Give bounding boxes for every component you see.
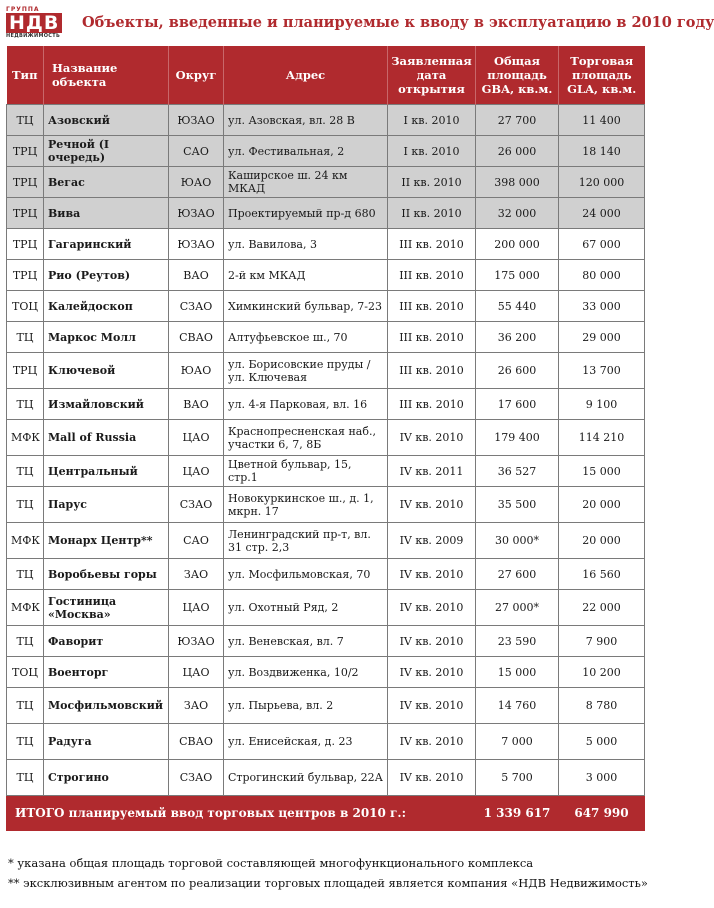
row-address: ул. Веневская, вл. 7 xyxy=(224,626,388,657)
row-address: Ленинградский пр-т, вл. 31 стр. 2,3 xyxy=(224,523,388,559)
row-gla: 18 140 xyxy=(559,136,645,167)
total-gla: 647 990 xyxy=(559,796,645,831)
row-gla: 20 000 xyxy=(559,523,645,559)
table-body xyxy=(7,105,645,796)
row-gla: 15 000 xyxy=(559,456,645,487)
row-gla: 16 560 xyxy=(559,559,645,590)
row-district: СВАО xyxy=(169,322,224,353)
row-type: МФК xyxy=(7,523,44,559)
row-date: III кв. 2010 xyxy=(388,389,476,420)
row-type: ТОЦ xyxy=(7,291,44,322)
row-address: Новокуркинское ш., д. 1, мкрн. 17 xyxy=(224,487,388,523)
row-gba: 5 700 xyxy=(476,760,559,796)
row-type: ТЦ xyxy=(7,456,44,487)
row-name: Парус xyxy=(44,487,169,523)
table-row xyxy=(7,456,645,487)
row-date: IV кв. 2011 xyxy=(388,456,476,487)
row-name: Mall of Russia xyxy=(44,420,169,456)
row-address: Цветной бульвар, 15, стр.1 xyxy=(224,456,388,487)
row-date: IV кв. 2010 xyxy=(388,724,476,760)
row-name: Азовский xyxy=(44,105,169,136)
table-row xyxy=(7,198,645,229)
row-date: IV кв. 2010 xyxy=(388,590,476,626)
row-gba: 15 000 xyxy=(476,657,559,688)
row-address: Каширское ш. 24 км МКАД xyxy=(224,167,388,198)
row-name: Центральный xyxy=(44,456,169,487)
row-district: СВАО xyxy=(169,724,224,760)
table-row xyxy=(7,167,645,198)
row-address: ул. Вавилова, 3 xyxy=(224,229,388,260)
row-address: ул. Мосфильмовская, 70 xyxy=(224,559,388,590)
row-name: Вива xyxy=(44,198,169,229)
row-type: ТРЦ xyxy=(7,167,44,198)
table-row xyxy=(7,353,645,389)
row-gba: 7 000 xyxy=(476,724,559,760)
row-address: 2-й км МКАД xyxy=(224,260,388,291)
row-name: Рио (Реутов) xyxy=(44,260,169,291)
table-row xyxy=(7,487,645,523)
row-address: Алтуфьевское ш., 70 xyxy=(224,322,388,353)
row-district: СЗАО xyxy=(169,760,224,796)
row-gba: 398 000 xyxy=(476,167,559,198)
row-name: Гостиница «Москва» xyxy=(44,590,169,626)
table-row xyxy=(7,590,645,626)
row-name: Ключевой xyxy=(44,353,169,389)
row-type: ТЦ xyxy=(7,559,44,590)
row-name: Строгино xyxy=(44,760,169,796)
row-district: ЦАО xyxy=(169,590,224,626)
row-district: ВАО xyxy=(169,260,224,291)
total-label: ИТОГО планируемый ввод торговых центров в 2010 г.: xyxy=(7,796,476,831)
row-name: Калейдоскоп xyxy=(44,291,169,322)
row-address: ул. Енисейская, д. 23 xyxy=(224,724,388,760)
row-date: IV кв. 2009 xyxy=(388,523,476,559)
row-type: ТРЦ xyxy=(7,353,44,389)
row-name: Радуга xyxy=(44,724,169,760)
header-gba: Общая площадь GBA, кв.м. xyxy=(476,46,559,105)
row-gba: 179 400 xyxy=(476,420,559,456)
row-address: Строгинский бульвар, 22А xyxy=(224,760,388,796)
table-row xyxy=(7,136,645,167)
row-date: IV кв. 2010 xyxy=(388,657,476,688)
table-row xyxy=(7,322,645,353)
row-district: ЗАО xyxy=(169,559,224,590)
row-district: ЮЗАО xyxy=(169,198,224,229)
row-gla: 13 700 xyxy=(559,353,645,389)
row-gba: 17 600 xyxy=(476,389,559,420)
row-gba: 30 000* xyxy=(476,523,559,559)
row-date: III кв. 2010 xyxy=(388,229,476,260)
row-district: СЗАО xyxy=(169,291,224,322)
page-header xyxy=(0,0,714,46)
row-district: ЮЗАО xyxy=(169,229,224,260)
header-date: Заявленная дата открытия xyxy=(388,46,476,105)
row-address: ул. Пырьева, вл. 2 xyxy=(224,688,388,724)
row-date: III кв. 2010 xyxy=(388,260,476,291)
row-gla: 80 000 xyxy=(559,260,645,291)
row-type: ТРЦ xyxy=(7,198,44,229)
header-address: Адрес xyxy=(224,46,388,105)
row-gba: 200 000 xyxy=(476,229,559,260)
row-type: ТЦ xyxy=(7,724,44,760)
row-address: Краснопресненская наб., участки 6, 7, 8Б xyxy=(224,420,388,456)
row-date: III кв. 2010 xyxy=(388,353,476,389)
row-gla: 8 780 xyxy=(559,688,645,724)
table-header-row xyxy=(7,46,645,105)
row-gla: 10 200 xyxy=(559,657,645,688)
row-date: IV кв. 2010 xyxy=(388,559,476,590)
row-gla: 9 100 xyxy=(559,389,645,420)
row-type: ТРЦ xyxy=(7,260,44,291)
logo-main-text: НДВ xyxy=(6,13,62,33)
row-address: ул. Борисовские пруды / ул. Ключевая xyxy=(224,353,388,389)
row-gla: 3 000 xyxy=(559,760,645,796)
row-type: ТРЦ xyxy=(7,136,44,167)
row-gla: 67 000 xyxy=(559,229,645,260)
row-gba: 55 440 xyxy=(476,291,559,322)
row-gba: 14 760 xyxy=(476,688,559,724)
row-gla: 20 000 xyxy=(559,487,645,523)
row-type: МФК xyxy=(7,420,44,456)
row-gba: 26 000 xyxy=(476,136,559,167)
row-district: САО xyxy=(169,136,224,167)
row-type: ТЦ xyxy=(7,626,44,657)
table-row xyxy=(7,420,645,456)
row-gla: 7 900 xyxy=(559,626,645,657)
row-gla: 120 000 xyxy=(559,167,645,198)
row-name: Маркос Молл xyxy=(44,322,169,353)
row-type: ТЦ xyxy=(7,487,44,523)
row-type: ТЦ xyxy=(7,688,44,724)
row-date: II кв. 2010 xyxy=(388,198,476,229)
table-row xyxy=(7,389,645,420)
row-gba: 23 590 xyxy=(476,626,559,657)
row-name: Воробьевы горы xyxy=(44,559,169,590)
row-gba: 32 000 xyxy=(476,198,559,229)
page-title: Объекты, введенные и планируемые к вводу в эксплуатацию в 2010 году xyxy=(82,14,714,31)
row-name: Мосфильмовский xyxy=(44,688,169,724)
footnote-2: ** эксклюзивным агентом по реализации торговых площадей является компания «НДВ Недвижимость» xyxy=(8,876,648,890)
row-type: ТОЦ xyxy=(7,657,44,688)
row-type: ТЦ xyxy=(7,105,44,136)
row-gla: 29 000 xyxy=(559,322,645,353)
row-district: ЮЗАО xyxy=(169,626,224,657)
row-date: II кв. 2010 xyxy=(388,167,476,198)
row-gla: 24 000 xyxy=(559,198,645,229)
header-name: Название объекта xyxy=(44,46,169,105)
row-gba: 35 500 xyxy=(476,487,559,523)
row-date: IV кв. 2010 xyxy=(388,487,476,523)
row-address: ул. Воздвиженка, 10/2 xyxy=(224,657,388,688)
row-district: ЦАО xyxy=(169,456,224,487)
table-row xyxy=(7,260,645,291)
table-row xyxy=(7,559,645,590)
row-gla: 11 400 xyxy=(559,105,645,136)
header-district: Округ xyxy=(169,46,224,105)
header-gla: Торговая площадь GLA, кв.м. xyxy=(559,46,645,105)
table-row xyxy=(7,760,645,796)
row-district: СЗАО xyxy=(169,487,224,523)
row-address: ул. Азовская, вл. 28 В xyxy=(224,105,388,136)
row-name: Измайловский xyxy=(44,389,169,420)
row-gba: 36 200 xyxy=(476,322,559,353)
row-gla: 33 000 xyxy=(559,291,645,322)
row-gba: 175 000 xyxy=(476,260,559,291)
row-address: ул. 4-я Парковая, вл. 16 xyxy=(224,389,388,420)
table-row xyxy=(7,626,645,657)
row-gba: 27 000* xyxy=(476,590,559,626)
row-type: МФК xyxy=(7,590,44,626)
total-gba: 1 339 617 xyxy=(476,796,559,831)
row-name: Вегас xyxy=(44,167,169,198)
header-type: Тип xyxy=(7,46,44,105)
row-gba: 27 600 xyxy=(476,559,559,590)
objects-table xyxy=(6,46,645,831)
total-row xyxy=(7,796,645,831)
table-row xyxy=(7,657,645,688)
row-date: IV кв. 2010 xyxy=(388,626,476,657)
footnotes xyxy=(8,853,648,893)
row-district: ЮАО xyxy=(169,167,224,198)
row-date: IV кв. 2010 xyxy=(388,760,476,796)
table-row xyxy=(7,105,645,136)
logo-bottom-text: НЕДВИЖИМОСТЬ xyxy=(6,33,61,39)
row-type: ТРЦ xyxy=(7,229,44,260)
table-row xyxy=(7,523,645,559)
row-date: I кв. 2010 xyxy=(388,105,476,136)
row-district: САО xyxy=(169,523,224,559)
logo-top-text: ГРУППА xyxy=(6,6,40,13)
row-address: Проектируемый пр-д 680 xyxy=(224,198,388,229)
row-name: Фаворит xyxy=(44,626,169,657)
table-row xyxy=(7,291,645,322)
row-gla: 22 000 xyxy=(559,590,645,626)
table-row xyxy=(7,688,645,724)
row-date: III кв. 2010 xyxy=(388,291,476,322)
row-date: IV кв. 2010 xyxy=(388,688,476,724)
row-district: ЦАО xyxy=(169,420,224,456)
row-district: ЮЗАО xyxy=(169,105,224,136)
row-type: ТЦ xyxy=(7,322,44,353)
row-type: ТЦ xyxy=(7,760,44,796)
row-name: Монарх Центр** xyxy=(44,523,169,559)
row-type: ТЦ xyxy=(7,389,44,420)
row-gba: 27 700 xyxy=(476,105,559,136)
row-district: ЦАО xyxy=(169,657,224,688)
company-logo xyxy=(6,6,66,40)
row-district: ЮАО xyxy=(169,353,224,389)
row-address: Химкинский бульвар, 7-23 xyxy=(224,291,388,322)
row-gba: 36 527 xyxy=(476,456,559,487)
row-district: ВАО xyxy=(169,389,224,420)
row-name: Гагаринский xyxy=(44,229,169,260)
row-address: ул. Фестивальная, 2 xyxy=(224,136,388,167)
row-gba: 26 600 xyxy=(476,353,559,389)
table-row xyxy=(7,724,645,760)
row-district: ЗАО xyxy=(169,688,224,724)
footnote-1: * указана общая площадь торговой составляющей многофункционального комплекса xyxy=(8,856,534,870)
table-row xyxy=(7,229,645,260)
row-name: Военторг xyxy=(44,657,169,688)
row-address: ул. Охотный Ряд, 2 xyxy=(224,590,388,626)
row-date: I кв. 2010 xyxy=(388,136,476,167)
row-gla: 114 210 xyxy=(559,420,645,456)
row-gla: 5 000 xyxy=(559,724,645,760)
row-name: Речной (I очередь) xyxy=(44,136,169,167)
row-date: III кв. 2010 xyxy=(388,322,476,353)
row-date: IV кв. 2010 xyxy=(388,420,476,456)
